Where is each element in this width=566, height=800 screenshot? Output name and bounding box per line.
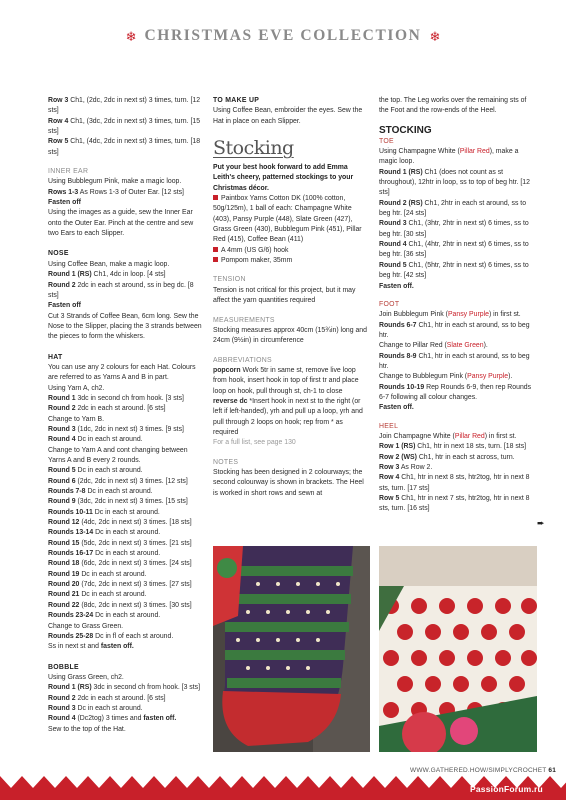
instruction: Using Yarn A, ch2. — [48, 384, 105, 392]
pattern-row: Rounds 23-24 Dc in each st around. — [48, 612, 161, 620]
pattern-row: Rounds 16-17 Dc in each st around. — [48, 550, 161, 558]
instruction: You can use any 2 colours for each Hat. Colours are referred to as Yarns A and B in part. — [48, 363, 196, 382]
pattern-row: Round 2 2dc in each st around. [6 sts] — [48, 694, 166, 702]
material-item: Paintbox Yarns Cotton DK (100% cotton, 50g/125m), 1 ball of each: Champagne White (403), Pansy Purple (448), Slate Green (427), Grass Green (430), Bubblegum Pink (451), Pillar Red (415), Coffee Bean (411) — [213, 195, 362, 244]
pattern-row: Row 4 Ch1, htr in next 8 sts, htr2tog, htr in next 8 sts, turn. [17 sts] — [379, 474, 530, 492]
instruction: Using Grass Green, ch2. — [48, 673, 124, 681]
pattern-row: Round 20 (7dc, 2dc in next st) 3 times. [27 sts] — [48, 581, 192, 589]
section-title: CHRISTMAS EVE COLLECTION — [144, 27, 422, 44]
pattern-row: Round 2 (RS) Ch1, 2htr in each st around, ss to beg htr. [24 sts] — [379, 199, 527, 218]
bullet-icon — [213, 195, 218, 200]
material-item: Pompom maker, 35mm — [213, 256, 370, 266]
pattern-row: Round 9 (3dc, 2dc in next st) 3 times. [15 sts] — [48, 498, 188, 506]
page-number: 61 — [548, 767, 557, 774]
pattern-row: Round 1 (RS) 3dc in second ch from hook. [3 sts] — [48, 684, 201, 692]
abbreviation: popcorn Work 5tr in same st, remove live loop from hook, insert hook in top of first tr and place loop on hook, pull through st, ch-1 to close — [213, 366, 359, 395]
instruction: Change to Grass Green. — [48, 622, 124, 630]
fasten-off: Fasten off — [48, 199, 81, 207]
column-1 — [48, 96, 204, 735]
pattern-row: Round 18 (6dc, 2dc in next st) 3 times. [24 sts] — [48, 560, 192, 568]
column-2 — [213, 96, 370, 499]
pattern-row: Row 5 Ch1, (4dc, 2dc in next st) 3 times, turn. [18 sts] — [48, 138, 201, 156]
tension-text: Tension is not critical for this project, but it may affect the yarn quantities required — [213, 286, 356, 305]
pattern-row: Round 3 Dc in each st around. — [48, 704, 143, 712]
notes-text: Stocking has been designed in 2 colourways; the second colourway is shown in brackets. The Heel is worked in short rows and sewn at — [213, 468, 364, 497]
toe-heading: TOE — [379, 137, 394, 145]
snowflake-icon: ❄ — [429, 28, 441, 44]
pattern-row: Row 4 Ch1, (3dc, 2dc in next st) 3 times, turn. [15 sts] — [48, 117, 201, 136]
bullet-icon — [213, 247, 218, 252]
pattern-row: Row 3 Ch1, (2dc, 2dc in next st) 3 times, turn. [12 sts] — [48, 97, 201, 115]
stocking-intro: Put your best hook forward to add Emma Leith's cheery, patterned stockings to your Christmas décor. — [213, 164, 354, 192]
notes-continued: the top. The Leg works over the remaining sts of the Foot and the row-ends of the Heel. — [379, 97, 527, 115]
foot-heading: FOOT — [379, 300, 400, 308]
pattern-row: Row 2 (WS) Ch1, htr in each st across, turn. — [379, 453, 515, 461]
abbreviation: reverse dc *Insert hook in next st to the right (or left if left-handed), yrh and pull up a loop, yrh and pull through 2 loops on hook; rep from * as required — [213, 397, 363, 436]
pattern-row: Round 21 Dc in each st around. — [48, 591, 147, 599]
fasten-off: Fasten off. — [379, 282, 414, 290]
pattern-row: Rounds 10-11 Dc in each st around. — [48, 508, 160, 516]
pattern-row: Row 1 (RS) Ch1, htr in next 18 sts, turn. [18 sts] — [379, 443, 527, 451]
instruction: Change to Bubblegum Pink (Pansy Purple). — [379, 373, 513, 381]
measurements-text: Stocking measures approx 40cm (15¾in) long and 24cm (9½in) in circumference — [213, 326, 367, 345]
instruction: Sew to the top of the Hat. — [48, 725, 126, 733]
pattern-row: Round 5 Dc in each st around. — [48, 467, 143, 475]
abbreviations-link: For a full list, see page 130 — [213, 439, 296, 447]
instruction: Change to Pillar Red (Slate Green). — [379, 342, 488, 350]
stocking-heading: STOCKING — [379, 124, 432, 136]
snowflake-icon: ❄ — [125, 28, 137, 44]
pattern-row: Round 3 Ch1, (3htr, 2htr in next st) 6 times, ss to beg htr. [30 sts] — [379, 220, 529, 238]
continue-arrow-icon: ➨ — [537, 518, 545, 528]
fasten-off: Fasten off. — [379, 404, 414, 412]
pattern-row: Round 4 Dc in each st around. — [48, 436, 143, 444]
pattern-row: Row 3 As Row 2. — [379, 464, 433, 471]
pattern-row: Rounds 13-14 Dc in each st around. — [48, 529, 161, 537]
pattern-row: Round 1 (RS) Ch1 (does not count as st throughout), 12htr in loop, ss to top of beg htr. [12 sts] — [379, 168, 530, 197]
pattern-row: Round 12 (4dc, 2dc in next st) 3 times. [18 sts] — [48, 519, 192, 527]
measurements-heading: MEASUREMENTS — [213, 316, 275, 324]
pattern-row: Round 1 3dc in second ch from hook. [3 sts] — [48, 394, 184, 402]
pattern-row: Round 2 2dc in each st around, ss in beg dc. [8 sts] — [48, 281, 194, 299]
tension-heading: TENSION — [213, 276, 246, 284]
column-3 — [379, 96, 537, 515]
pattern-row: Round 4 Ch1, (4htr, 2htr in next st) 6 times, ss to beg htr. [36 sts] — [379, 241, 529, 259]
fasten-off: Fasten off — [48, 302, 81, 310]
pattern-row: Round 1 (RS) Ch1, 4dc in loop. [4 sts] — [48, 271, 166, 279]
pattern-row: Ss in next st and fasten off. — [48, 643, 134, 651]
page-header — [0, 22, 566, 50]
bobble-heading: BOBBLE — [48, 663, 79, 671]
pattern-row: Round 22 (8dc, 2dc in next st) 3 times. [30 sts] — [48, 601, 192, 609]
instruction: Join Bubblegum Pink (Pansy Purple) in first st. — [379, 311, 521, 319]
material-item: A 4mm (US G/6) hook — [213, 246, 370, 256]
instruction: Using Coffee Bean, make a magic loop. — [48, 260, 170, 268]
pattern-row: Round 2 2dc in each st around. [6 sts] — [48, 405, 166, 413]
instruction: Using Bubblegum Pink, make a magic loop. — [48, 178, 182, 186]
pattern-row: Row 5 Ch1, htr in next 7 sts, htr2tog, htr in next 8 sts, turn. [16 sts] — [379, 495, 530, 513]
notes-heading: NOTES — [213, 458, 239, 466]
instruction: Using the images as a guide, sew the Inner Ear onto the Outer Ear. Pinch at the centre and sew two Ears to each Slipper. — [48, 209, 194, 238]
instruction: Join Champagne White (Pillar Red) in first st. — [379, 432, 517, 440]
instruction: Using Coffee Bean, embroider the eyes. Sew the Hat in place on each Slipper. — [213, 107, 363, 125]
pattern-row: Round 15 (5dc, 2dc in next st) 3 times. [21 sts] — [48, 539, 192, 547]
pattern-row: Rounds 8-9 Ch1, htr in each st around, ss to beg htr. — [379, 352, 530, 370]
pattern-row: Round 19 Dc in each st around. — [48, 570, 147, 578]
instruction: Change to Yarn B. — [48, 415, 105, 423]
stocking-title: Stocking — [213, 137, 294, 160]
abbreviations-heading: ABBREVIATIONS — [213, 356, 272, 364]
pattern-row: Rounds 10-19 Rep Rounds 6-9, then rep Rounds 6-7 following all colour changes. — [379, 383, 532, 401]
footer-url: WWW.GATHERED.HOW/SIMPLYCROCHET 61 — [410, 767, 557, 774]
instruction: Using Champagne White (Pillar Red), make a magic loop. — [379, 148, 519, 166]
watermark: PassionForum.ru — [470, 784, 543, 794]
pattern-row: Round 6 (2dc, 2dc in next st) 3 times. [12 sts] — [48, 477, 188, 485]
pattern-row: Round 5 Ch1, (5htr, 2htr in next st) 6 times, ss to beg htr. [42 sts] — [379, 261, 529, 280]
pattern-row: Round 3 (1dc, 2dc in next st) 3 times. [9 sts] — [48, 425, 184, 433]
hat-heading: HAT — [48, 353, 63, 361]
stocking-photo-purple — [213, 546, 370, 752]
pattern-row: Rows 1-3 As Rows 1-3 of Outer Ear. [12 sts] — [48, 188, 184, 196]
pattern-row: Rounds 25-28 Dc in fl of each st around. — [48, 632, 174, 640]
nose-heading: NOSE — [48, 250, 69, 258]
instruction: Cut 3 Strands of Coffee Bean, 6cm long. Sew the Nose to the Slipper, placing the 3 strands between the pieces to form the whiskers. — [48, 312, 202, 341]
heel-heading: HEEL — [379, 422, 399, 430]
instruction: Change to Yarn A and cont changing between Yarns A and B every 2 rounds. — [48, 446, 188, 464]
bullet-icon — [213, 257, 218, 262]
pattern-row: Rounds 7-8 Dc in each st around. — [48, 488, 153, 496]
pattern-row: Round 4 (Dc2tog) 3 times and fasten off. — [48, 715, 177, 723]
pattern-row: Rounds 6-7 Ch1, htr in each st around, ss to beg htr. — [379, 321, 530, 339]
stocking-photo-red — [379, 546, 537, 752]
make-up-heading: TO MAKE UP — [213, 97, 260, 104]
inner-ear-heading: INNER EAR — [48, 168, 89, 176]
